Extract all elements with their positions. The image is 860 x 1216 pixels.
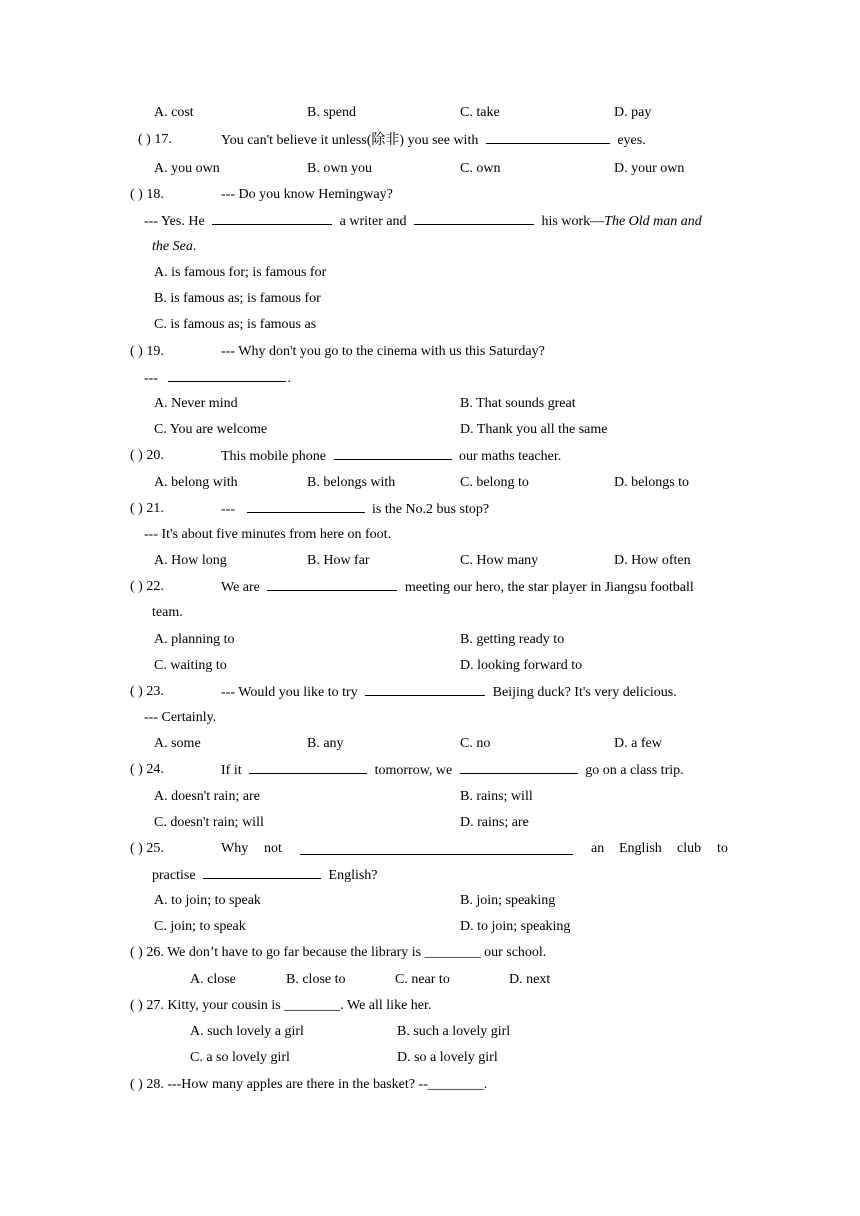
q25-option-c: C. join; to speak (154, 919, 246, 934)
q25-word: Why (221, 841, 249, 856)
q18-option-c: C. is famous as; is famous as (154, 317, 317, 332)
q20-option-d: D. belongs to (614, 475, 690, 490)
q21-option-c: C. How many (460, 553, 539, 568)
q25-word: not (264, 841, 282, 856)
q27-stem: ( ) 27. Kitty, your cousin is ________. We all like her. (130, 998, 432, 1013)
answer-blank (203, 866, 321, 879)
q19-stem: --- Why don't you go to the cinema with us this Saturday? (221, 344, 545, 359)
q18-line3: the Sea. (152, 239, 197, 254)
q20-stem: This mobile phone our maths teacher. (221, 449, 562, 464)
q23-option-b: B. any (307, 736, 344, 751)
q19-option-d: D. Thank you all the same (460, 422, 608, 437)
q25-word: club (677, 841, 702, 856)
q24-stem: If it tomorrow, we go on a class trip. (221, 763, 684, 778)
q17-stem: You can't believe it unless(除非) you see with eyes. (221, 133, 646, 148)
q20-number: ( ) 20. (130, 448, 164, 463)
q22-number: ( ) 22. (130, 579, 164, 594)
q17-option-d: D. your own (614, 161, 685, 176)
q19-option-c: C. You are welcome (154, 422, 268, 437)
q18-option-b: B. is famous as; is famous for (154, 291, 321, 306)
q20-option-c: C. belong to (460, 475, 529, 490)
q23-stem: --- Would you like to try Beijing duck? It's very delicious. (221, 685, 677, 700)
q16-option-b: B. spend (307, 105, 356, 120)
q16-option-a: A. cost (154, 105, 194, 120)
q25-option-d: D. to join; speaking (460, 919, 571, 934)
q24-option-b: B. rains; will (460, 789, 533, 804)
q23-option-a: A. some (154, 736, 201, 751)
q16-option-c: C. take (460, 105, 500, 120)
answer-blank (334, 447, 452, 460)
answer-blank (247, 500, 365, 513)
q26-option-c: C. near to (395, 972, 450, 987)
q27-option-a: A. such lovely a girl (190, 1024, 304, 1039)
answer-blank (365, 683, 485, 696)
q19-line2: --- . (144, 371, 291, 386)
q20-option-a: A. belong with (154, 475, 238, 490)
q25-line2: practise English? (152, 868, 378, 883)
q23-number: ( ) 23. (130, 684, 164, 699)
q26-option-d: D. next (509, 972, 551, 987)
q23-line2: --- Certainly. (144, 710, 217, 725)
q18-stem: --- Do you know Hemingway? (221, 187, 393, 202)
q22-option-d: D. looking forward to (460, 658, 583, 673)
q22-stem: We are meeting our hero, the star player in Jiangsu football (221, 580, 694, 595)
answer-blank (414, 212, 534, 225)
answer-blank (212, 212, 332, 225)
q18-line2: --- Yes. He a writer and his work—The Old man and (144, 214, 702, 229)
q26-stem: ( ) 26. We don’t have to go far because the library is ________ our school. (130, 945, 547, 960)
answer-blank (486, 131, 610, 144)
q22-option-c: C. waiting to (154, 658, 227, 673)
q20-option-b: B. belongs with (307, 475, 396, 490)
q19-option-b: B. That sounds great (460, 396, 576, 411)
q24-number: ( ) 24. (130, 762, 164, 777)
q21-stem: --- is the No.2 bus stop? (221, 502, 490, 517)
q25-number: ( ) 25. (130, 841, 164, 856)
q21-line2: --- It's about five minutes from here on foot. (144, 527, 392, 542)
answer-blank (460, 761, 578, 774)
answer-blank (267, 578, 397, 591)
q22-line2: team. (152, 605, 183, 620)
q22-option-a: A. planning to (154, 632, 235, 647)
q25-option-b: B. join; speaking (460, 893, 556, 908)
q16-option-d: D. pay (614, 105, 652, 120)
q17-option-c: C. own (460, 161, 501, 176)
q17-number: ( ) 17. (138, 132, 172, 147)
q24-option-c: C. doesn't rain; will (154, 815, 264, 830)
q27-option-d: D. so a lovely girl (397, 1050, 498, 1065)
q25-option-a: A. to join; to speak (154, 893, 261, 908)
q27-option-b: B. such a lovely girl (397, 1024, 511, 1039)
q23-option-d: D. a few (614, 736, 662, 751)
answer-blank (168, 369, 286, 382)
q18-number: ( ) 18. (130, 187, 164, 202)
q28-stem: ( ) 28. ---How many apples are there in the basket? --________. (130, 1077, 488, 1092)
q25-word: to (717, 841, 728, 856)
q25-word: English (619, 841, 662, 856)
q26-option-a: A. close (190, 972, 236, 987)
q21-option-a: A. How long (154, 553, 227, 568)
q27-option-c: C. a so lovely girl (190, 1050, 290, 1065)
q24-option-a: A. doesn't rain; are (154, 789, 260, 804)
answer-blank (249, 761, 367, 774)
q24-option-d: D. rains; are (460, 815, 529, 830)
q22-option-b: B. getting ready to (460, 632, 565, 647)
q17-option-a: A. you own (154, 161, 220, 176)
answer-blank (300, 842, 573, 855)
q21-number: ( ) 21. (130, 501, 164, 516)
q26-option-b: B. close to (286, 972, 346, 987)
q17-option-b: B. own you (307, 161, 372, 176)
q19-option-a: A. Never mind (154, 396, 238, 411)
q19-number: ( ) 19. (130, 344, 164, 359)
q23-option-c: C. no (460, 736, 491, 751)
q21-option-b: B. How far (307, 553, 370, 568)
q18-option-a: A. is famous for; is famous for (154, 265, 327, 280)
q21-option-d: D. How often (614, 553, 691, 568)
q25-word: an (591, 841, 605, 856)
